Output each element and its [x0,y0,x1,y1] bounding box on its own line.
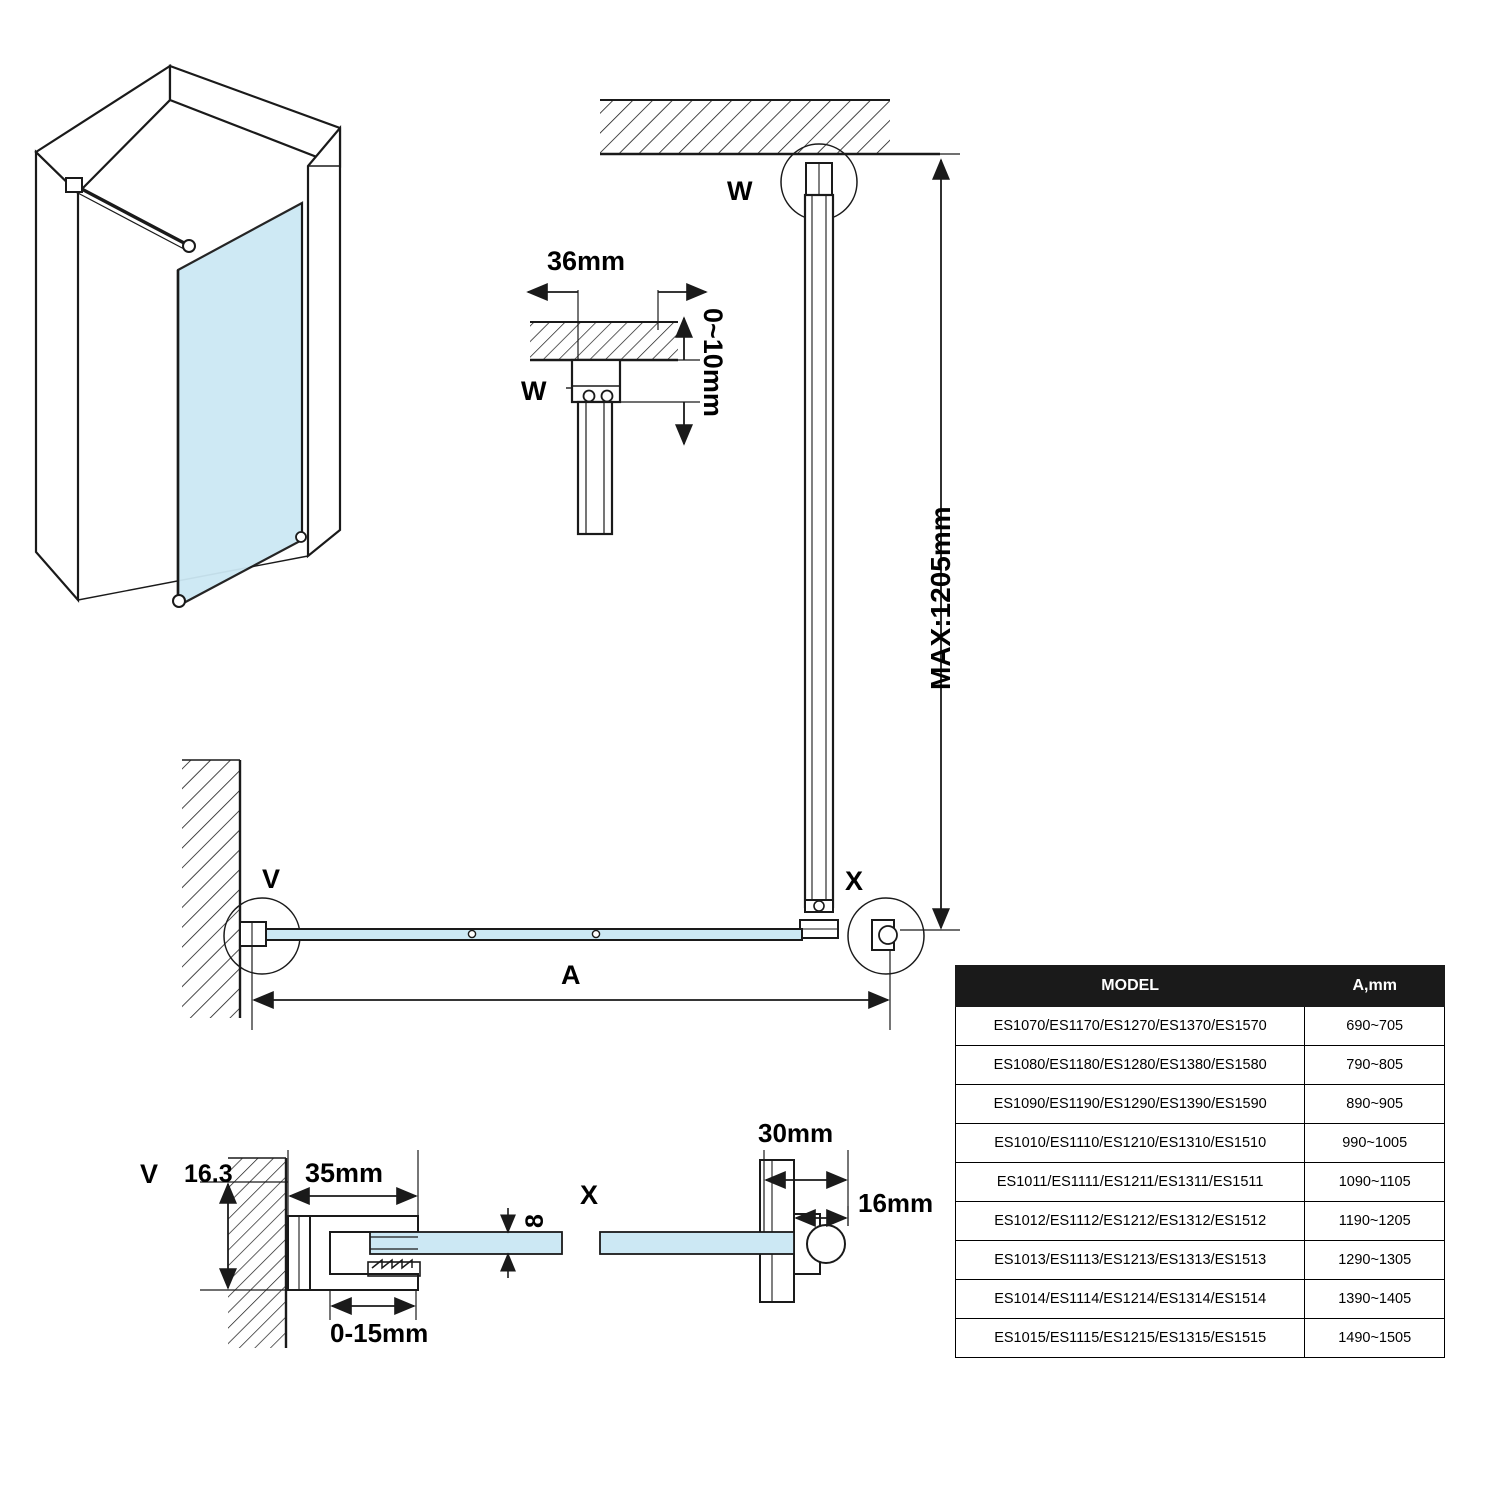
detail-w-bracket [528,290,706,534]
cell-model: ES1013/ES1113/ES1213/ES1313/ES1513 [956,1241,1305,1280]
elevation-view [600,100,960,938]
callout-v-detail: V [140,1159,159,1189]
callout-v-plan: V [262,864,281,894]
dimension-bar-width: 30mm [758,1118,834,1148]
cell-model: ES1015/ES1115/ES1215/ES1315/ES1515 [956,1319,1305,1358]
cell-model: ES1070/ES1170/ES1270/ES1370/ES1570 [956,1007,1305,1046]
table-row [956,1124,1445,1163]
cell-model: ES1014/ES1114/ES1214/ES1314/ES1514 [956,1280,1305,1319]
dimension-max-height: MAX:1205mm [925,506,956,690]
table-row [956,1319,1445,1358]
table-row [956,1007,1445,1046]
dimension-bar-inner: 16mm [858,1188,934,1218]
cell-model: ES1080/ES1180/ES1280/ES1380/ES1580 [956,1046,1305,1085]
detail-x-section [600,1150,848,1302]
table-row [956,1163,1445,1202]
cell-a: 1290~1305 [1305,1241,1445,1280]
dimension-bracket-offset: 36mm [547,246,626,276]
cell-a: 1090~1105 [1305,1163,1445,1202]
cell-a: 1190~1205 [1305,1202,1445,1241]
table-row [956,1202,1445,1241]
dimension-bracket-gap: 0~10mm [698,308,728,417]
cell-model: ES1090/ES1190/ES1290/ES1390/ES1590 [956,1085,1305,1124]
table-body [956,1007,1445,1358]
model-spec-table [955,965,1445,1358]
table-header-a: A,mm [1305,966,1445,1007]
cell-a: 1490~1505 [1305,1319,1445,1358]
dimension-profile-width: 35mm [305,1158,384,1188]
dimension-width-a: A [561,960,581,990]
table-row [956,1046,1445,1085]
cell-model: ES1011/ES1111/ES1211/ES1311/ES1511 [956,1163,1305,1202]
table-header-row [956,966,1445,1007]
cell-a: 990~1005 [1305,1124,1445,1163]
cell-model: ES1012/ES1112/ES1212/ES1312/ES1512 [956,1202,1305,1241]
cell-a: 690~705 [1305,1007,1445,1046]
cell-a: 790~805 [1305,1046,1445,1085]
table-row [956,1085,1445,1124]
cell-a: 890~905 [1305,1085,1445,1124]
table-row [956,1241,1445,1280]
dimension-glass-thickness: 8 [521,1214,549,1228]
table-row [956,1280,1445,1319]
cell-model: ES1010/ES1110/ES1210/ES1310/ES1510 [956,1124,1305,1163]
callout-w-detail: W [521,376,547,406]
cell-a: 1390~1405 [1305,1280,1445,1319]
callout-x-detail: X [580,1180,599,1210]
table-header-model: MODEL [956,966,1305,1007]
dimension-profile-height: 16.3 [184,1160,233,1188]
callout-x-plan: X [845,866,864,896]
isometric-view [36,66,340,607]
callout-w-elevation: W [727,176,753,206]
dimension-adjust-range: 0-15mm [330,1318,429,1348]
